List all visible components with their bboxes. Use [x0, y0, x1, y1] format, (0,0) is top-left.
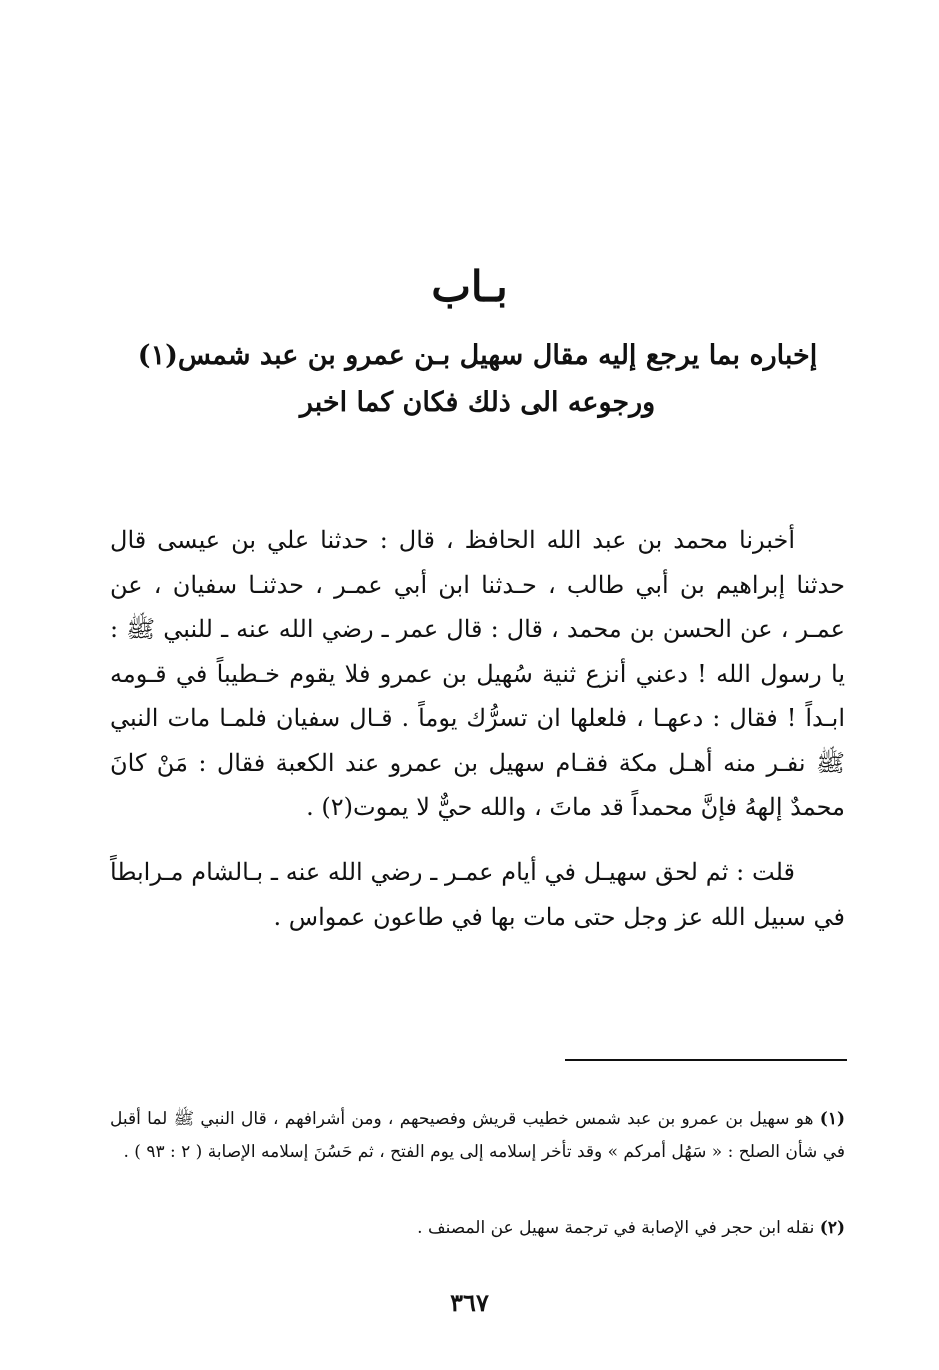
footnote-number: (٢) — [819, 1218, 845, 1238]
body-paragraph: أخبرنا محمد بن عبد الله الحافظ ، قال : حدثنا علي بن عيسى قال حدثنا إبراهيم بن أبي طالب ، حـدثنا ابن أبي عمـر ، حدثنـا سفيان ، عن عمـر ، عن الحسن بن محمد ، قال : قال عمر ـ رضي الله عنه ـ للنبي ﷺ : يا رسول الله ! دعني أنزع ثنية سُهيل بن عمرو فلا يقوم خـطيباً في قـومه ابـداً ! فقال : دعهـا ، فلعلها ان تسرُّك يوماً . قـال سفيان فلمـا مات النبي ﷺ نفـر منه أهـل مكة فقـام سهيل بن عمرو عند الكعبة فقال : مَنْ كانَ محمدٌ إلههُ فإنَّ محمداً قد ماتَ ، والله حيٌّ لا يموت(٢) . — [110, 526, 845, 821]
chapter-title: إخباره بما يرجع إليه مقال سهيل بـن عمرو بن عبد شمس(١) ورجوعه الى ذلك فكان كما اخبر — [137, 340, 818, 418]
footnote-text: نقله ابن حجر في الإصابة في ترجمة سهيل عن المصنف . — [417, 1218, 815, 1238]
footnote — [110, 1212, 845, 1245]
footnote-separator — [565, 1059, 847, 1061]
body-paragraph: قلت : ثم لحق سهيـل في أيام عمـر ـ رضي الله عنه ـ بـالشام مـرابطاً في سبيل الله عز وجل حتى مات بها في طاعون عمواس . — [110, 858, 845, 931]
footnote — [110, 1103, 845, 1169]
chapter-heading: بـاب — [431, 262, 508, 311]
page-number: ٣٦٧ — [450, 1288, 489, 1317]
footnote-text: هو سهيل بن عمرو بن عبد شمس خطيب قريش وفصيحهم ، ومن أشرافهم ، قال النبي ﷺ لما أقبل في شأن الصلح : « سَهُل أمركم » وقد تأخر إسلامه إلى يوم الفتح ، ثم حَسُنَ إسلامه الإصابة ( ٢ : ٩٣ ) . — [110, 1109, 845, 1162]
footnote-number: (١) — [819, 1109, 845, 1129]
